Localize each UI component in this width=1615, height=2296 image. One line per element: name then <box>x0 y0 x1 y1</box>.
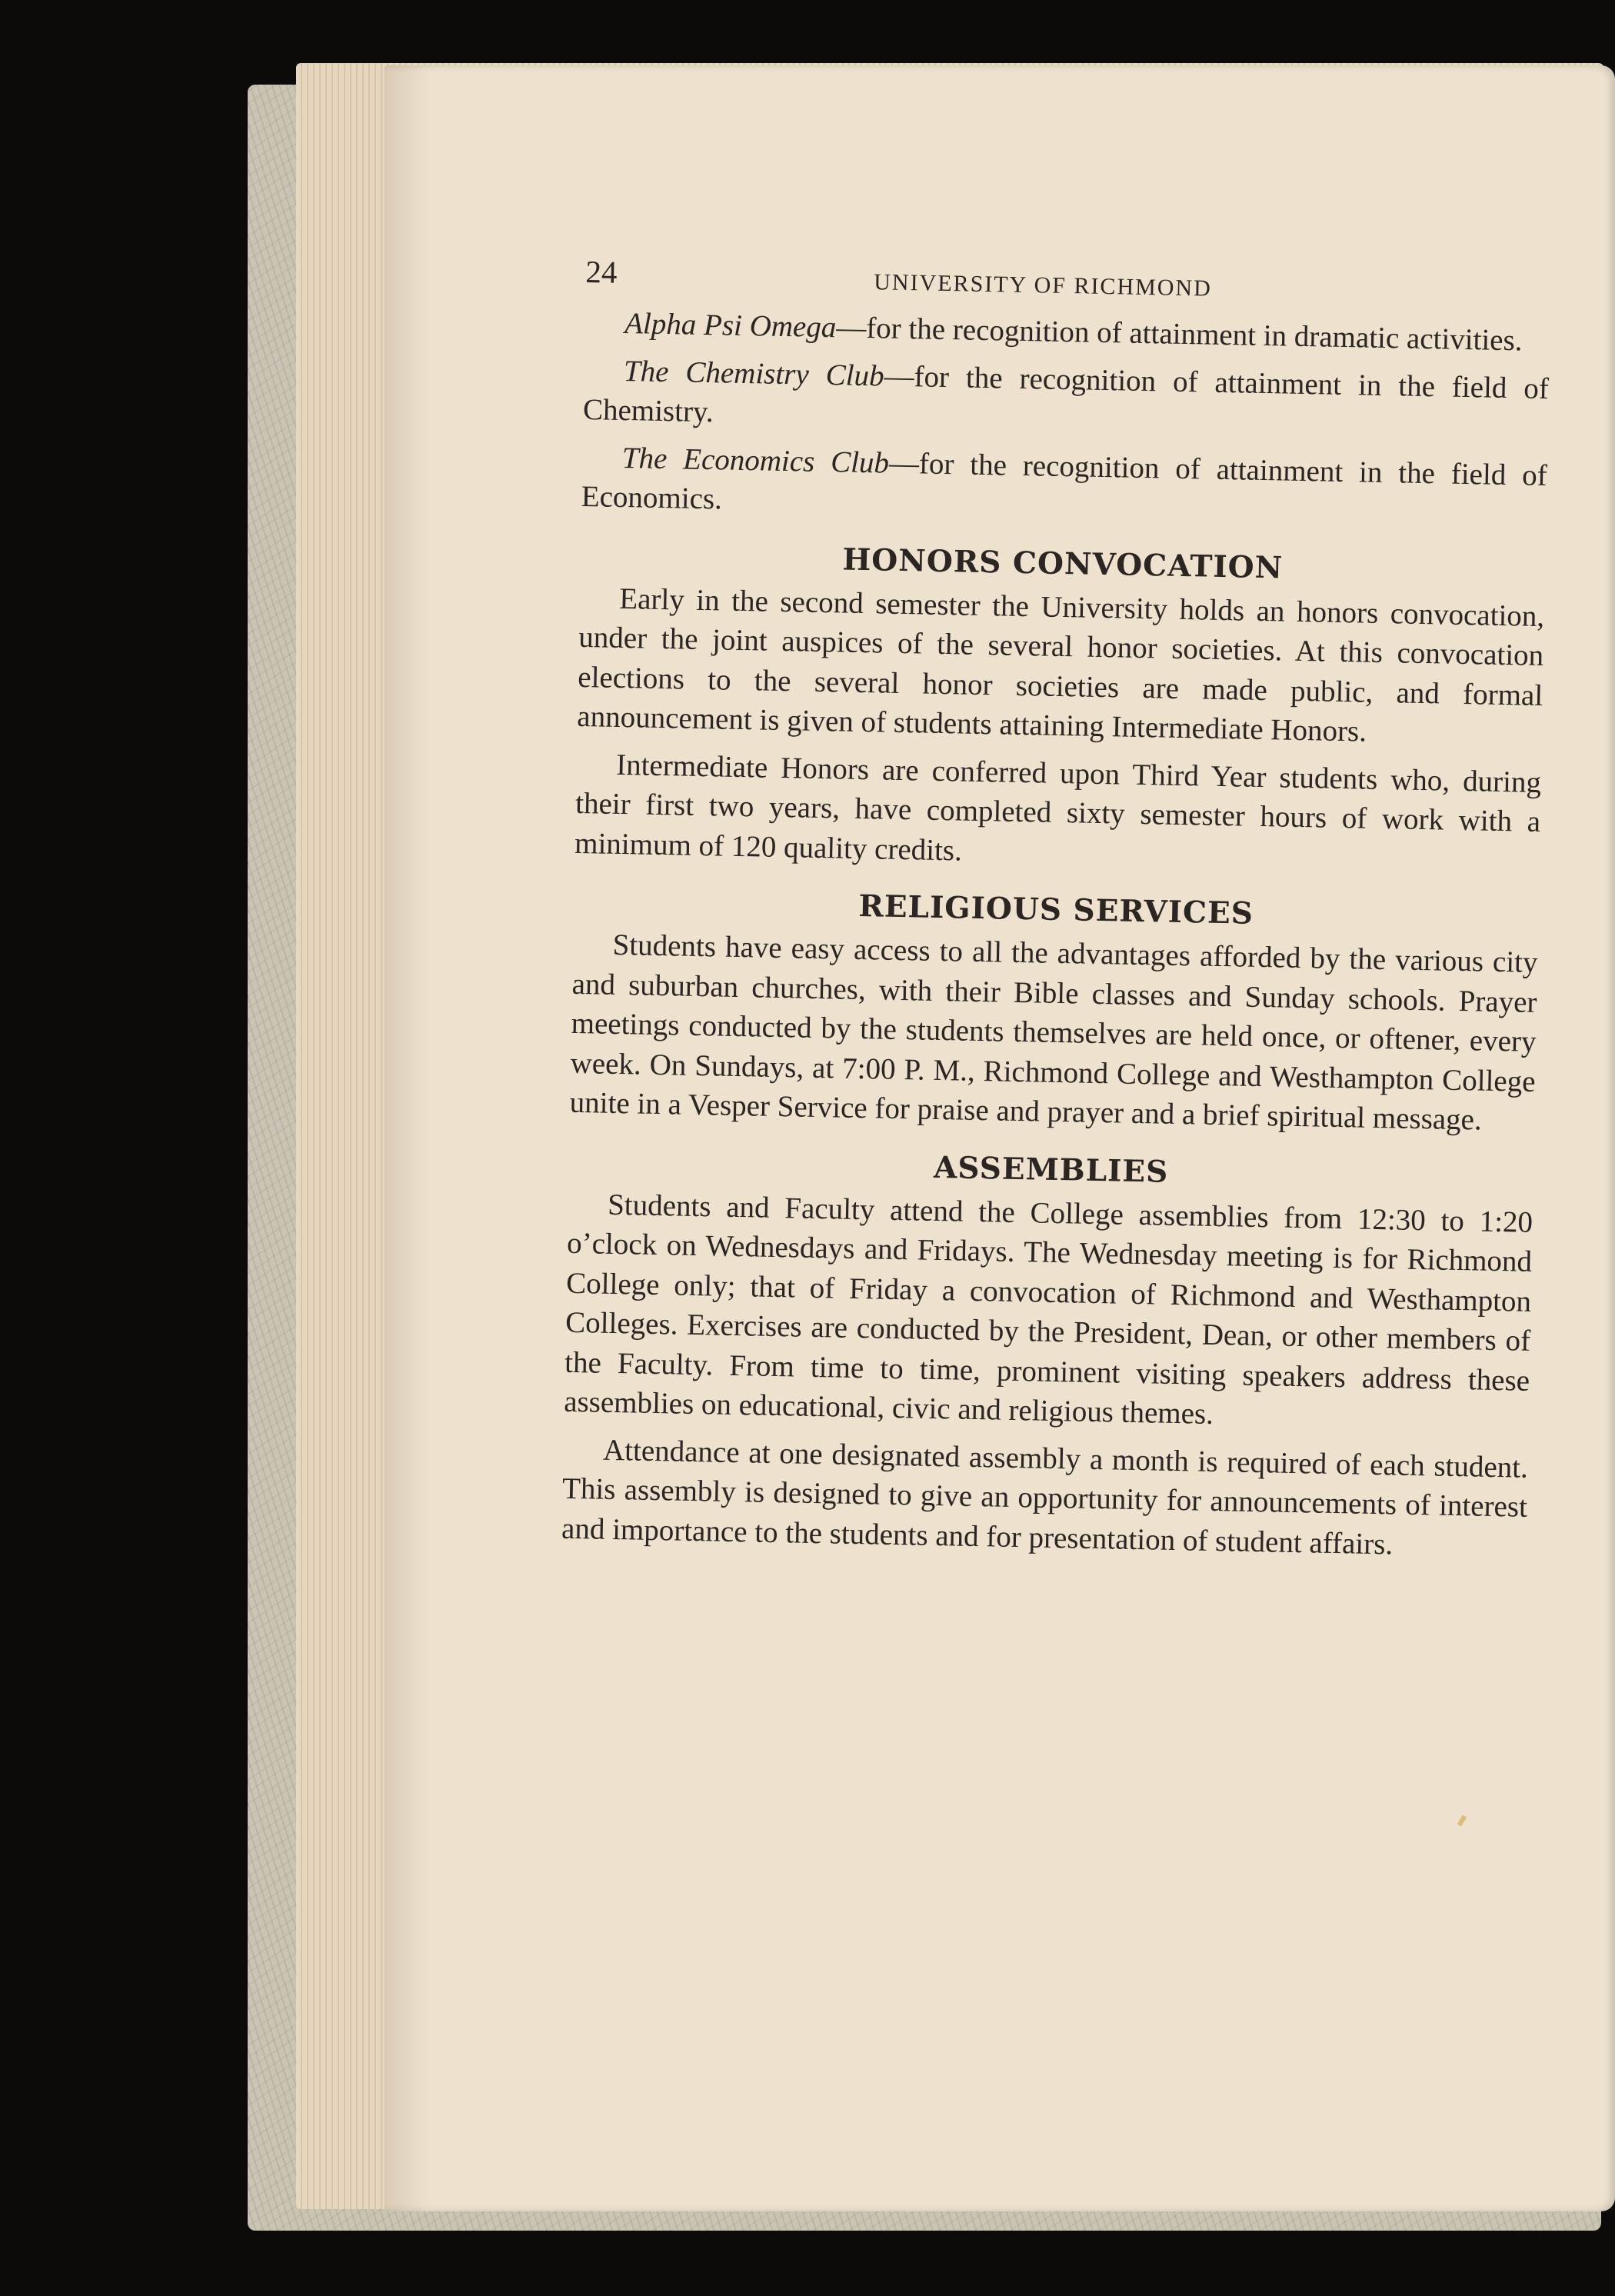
club-description: —for the recognition of attainment in the field of Economics. <box>581 446 1548 516</box>
paragraph: Students have easy access to all the advantages afforded by the various city and suburban churches, with their Bible classes and Sunday schools. Prayer meetings conducted by the students themselves are held once, or oftener, every week. On Sundays, at 7:00 P. M., Richmond College and Westhampton College unite in a Vesper Service for praise and prayer and a brief spiritual message. <box>569 928 1538 1137</box>
page-text <box>561 252 1550 1575</box>
paragraph: Intermediate Honors are conferred upon Third Year students who, during their first two years, have completed sixty semester hours of work with a minimum of 120 quality credits. <box>574 748 1542 868</box>
club-description: —for the recognition of attainment in the field of Chemistry. <box>582 358 1550 429</box>
paragraph: Attendance at one designated assembly a month is required of each student. This assembly is designed to give an opportunity for announcements of interest and importance to the students and for presentation of student affairs. <box>561 1433 1529 1561</box>
section-heading-assemblies: ASSEMBLIES <box>933 1149 1169 1190</box>
paragraph: Students and Faculty attend the College assemblies from 12:30 to 1:20 o’clock on Wednesdays and Fridays. The Wednesday meeting is for Richmond College only; that of Friday a convocation of Richmond and Westhampton Colleges. Exercises are conducted by the President, Dean, or other members of the Faculty. From time to time, prominent visiting speakers address these assemblies on educational, civic and religious themes. <box>563 1188 1533 1431</box>
paragraph: Early in the second semester the University holds an honors convocation, under the joint auspices of the several honor societies. At this convocation elections to the several honor societies are made public, and formal announcement is given of students attaining Intermediate Honors. <box>577 581 1545 748</box>
club-name: The Economics Club <box>621 441 890 480</box>
club-description: —for the recognition of attainment in dramatic activities. <box>835 311 1523 358</box>
section-heading-honors-convocation: HONORS CONVOCATION <box>842 541 1284 585</box>
section-heading-religious-services: RELIGIOUS SERVICES <box>858 888 1254 931</box>
page-number: 24 <box>585 253 618 290</box>
club-name: Alpha Psi Omega <box>624 306 837 345</box>
club-entry <box>581 437 1547 535</box>
club-name: The Chemistry Club <box>623 354 884 392</box>
running-title: UNIVERSITY OF RICHMOND <box>874 269 1213 302</box>
club-entry <box>583 350 1550 448</box>
